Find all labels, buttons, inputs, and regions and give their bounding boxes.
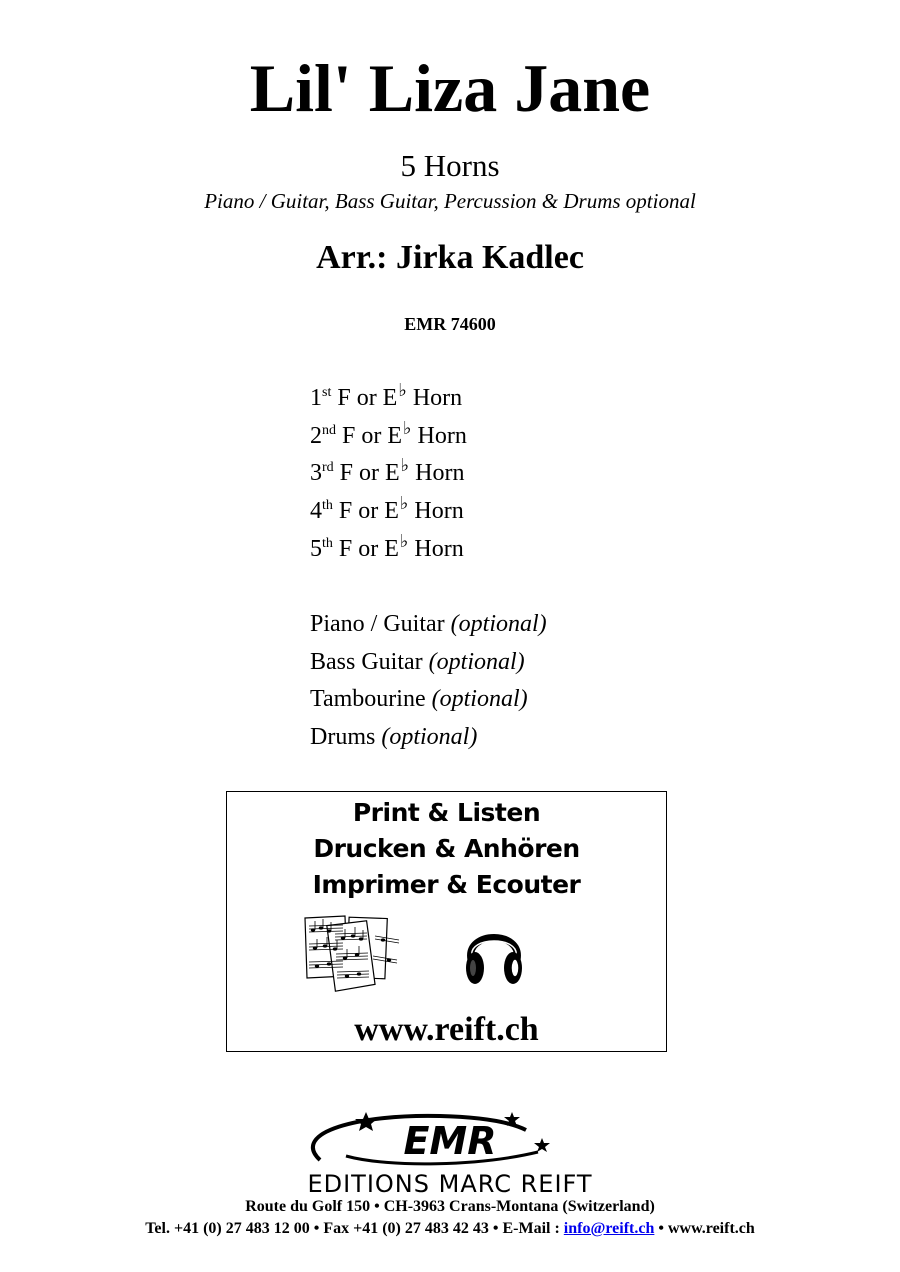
- optional-label: (optional): [381, 724, 478, 751]
- contact-phone-fax: Tel. +41 (0) 27 483 12 00 • Fax +41 (0) 27 483 42 43 • E-Mail :: [145, 1220, 564, 1237]
- part-item: [310, 531, 467, 569]
- promo-heading-de: Drucken & Anhören: [313, 834, 580, 863]
- part-number: 1: [310, 385, 322, 411]
- optional-part-name: Piano / Guitar: [310, 611, 451, 637]
- optional-part-name: Drums: [310, 724, 382, 751]
- contact-website: • www.reift.ch: [654, 1220, 755, 1237]
- part-item: [310, 493, 467, 531]
- part-ordinal: th: [322, 535, 333, 551]
- email-link[interactable]: info@reift.ch: [563, 1220, 655, 1237]
- logo-name: EDITIONS MARC REIFT: [307, 1170, 593, 1196]
- part-key: F or E: [333, 460, 400, 487]
- part-item: [310, 455, 467, 493]
- publisher-address: Route du Golf 150 • CH-3963 Crans-Montana (Switzerland): [245, 1198, 655, 1215]
- score-title: Lil' Liza Jane: [249, 50, 651, 126]
- flat-sign-icon: ♭: [399, 530, 409, 551]
- instrumentation-note: Piano / Guitar, Bass Guitar, Percussion & Drums optional: [204, 189, 696, 213]
- optional-label: (optional): [431, 686, 528, 713]
- print-and-listen-box: [226, 791, 667, 1052]
- optional-part-item: [310, 719, 547, 757]
- flat-sign-icon: ♭: [403, 417, 412, 438]
- part-ordinal: st: [322, 385, 332, 400]
- arranger-credit: Arr.: Jirka Kadlec: [316, 239, 584, 276]
- part-ordinal: th: [322, 498, 333, 514]
- flat-sign-icon: ♭: [399, 493, 409, 514]
- emr-logo: [250, 1108, 650, 1196]
- part-instrument: Horn: [411, 422, 467, 449]
- part-ordinal: rd: [322, 460, 334, 476]
- sheet-music-icon: [299, 914, 411, 992]
- optional-part-item: [310, 606, 547, 644]
- optional-part-item: [310, 681, 547, 719]
- part-key: F or E: [336, 422, 402, 449]
- part-instrument: Horn: [406, 385, 463, 411]
- part-number: 4: [310, 498, 322, 525]
- part-number: 5: [310, 535, 322, 562]
- promo-heading-fr: Imprimer & Ecouter: [312, 870, 581, 899]
- optional-label: (optional): [450, 611, 547, 637]
- promo-heading-en: Print & Listen: [352, 798, 541, 827]
- optional-parts-list: [310, 606, 547, 757]
- promo-website[interactable]: www.reift.ch: [354, 1011, 539, 1048]
- part-item: [310, 380, 467, 418]
- publisher-contact: [0, 1218, 900, 1240]
- optional-part-name: Tambourine: [310, 686, 432, 713]
- part-instrument: Horn: [409, 460, 465, 487]
- part-key: F or E: [331, 385, 398, 411]
- part-number: 3: [310, 460, 322, 487]
- catalog-number: EMR 74600: [404, 314, 496, 334]
- optional-label: (optional): [428, 648, 525, 675]
- part-instrument: Horn: [408, 498, 464, 525]
- parts-list: [310, 380, 467, 568]
- part-item: [310, 418, 467, 456]
- part-key: F or E: [332, 498, 399, 525]
- part-number: 2: [310, 422, 322, 449]
- part-key: F or E: [332, 535, 399, 562]
- part-instrument: Horn: [408, 535, 464, 562]
- flat-sign-icon: ♭: [398, 380, 407, 400]
- ensemble-subtitle: 5 Horns: [400, 148, 500, 183]
- logo-mark: EMR: [403, 1119, 497, 1163]
- optional-part-name: Bass Guitar: [310, 648, 429, 675]
- part-ordinal: nd: [322, 422, 336, 438]
- flat-sign-icon: ♭: [400, 455, 410, 476]
- headphones-icon: [463, 916, 525, 990]
- optional-part-item: [310, 644, 547, 682]
